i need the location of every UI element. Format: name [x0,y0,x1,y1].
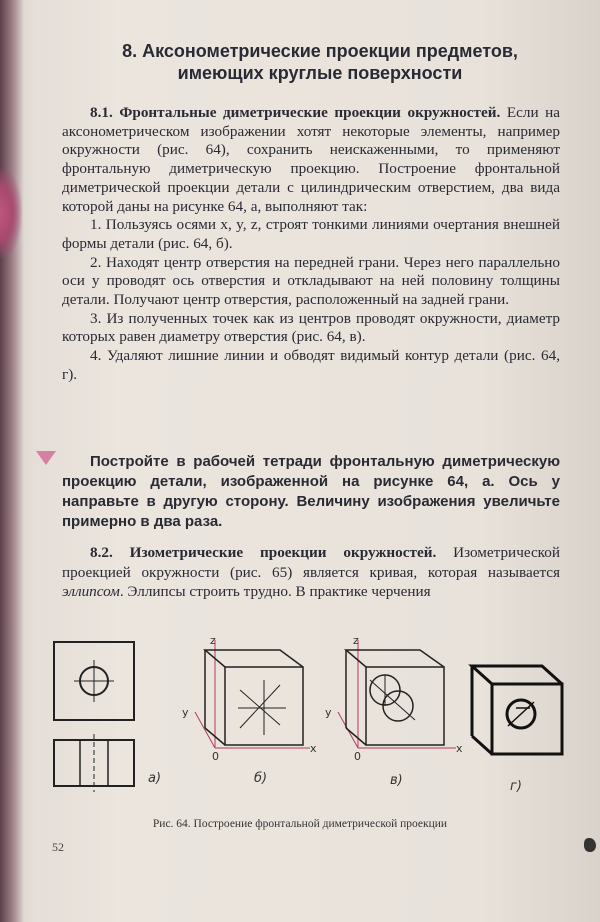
bookmark-blob [0,168,22,258]
fig-b-y: y [182,706,189,719]
task-text-content: Постройте в рабочей тетради фронтальную диметрическую проекцию детали, изображенной на рисунке 64, а. Ось y направьте в другую сторону. Величину изображения увеличьте примерно в два раза. [62,453,560,530]
fig-a-group [54,642,134,792]
fig-c-z: z [353,634,359,647]
task-text [62,452,560,532]
fig-c-axes [338,640,456,748]
fig-label-d: г) [510,779,522,794]
step-1: 1. Пользуясь осями x, y, z, строят тонкими линиями очертания внешней формы детали (рис. 64, б). [62,216,560,252]
fig-b-o: 0 [212,750,219,763]
section-8-1-heading: 8.1. Фронтальные диметрические проекции окружностей. [90,104,501,121]
fig-b-group [205,650,303,745]
fig-label-a: а) [148,771,162,786]
section-8-2 [62,543,560,602]
section-8-1 [62,104,560,385]
fig-label-c: в) [390,773,403,788]
chapter-title [60,40,580,84]
chapter-title-line1: 8. Аксонометрические проекции предметов, [122,41,518,61]
fig-c-o: 0 [354,750,361,763]
fig-d-group [472,666,562,754]
chapter-title-line2: имеющих круглые поверхности [177,63,463,83]
fig-b-z: z [210,634,216,647]
figure-64 [40,630,580,810]
step-2: 2. Находят центр отверстия на передней грани. Через него параллельно оси y проводят ось отверстия и откладывают на ней половину толщины детали. Получают центр отверстия, расположенный на задней грани. [62,253,560,309]
section-8-1-intro-text: Если на аксонометрическом изображении хотят некоторые элементы, например окружности (рис. 64), сохранить неискаженными, то применяют фронтальную диметрическую проекцию. Построение фронтальной диметрической проекции детали с цилиндрическим отверстием, два вида которой даны на рисунке 64, а, выполняют так: [62,104,561,215]
task-marker-icon [36,451,56,465]
fig-b-x: x [310,742,317,755]
section-8-2-text-end: . Эллипсы строить трудно. В практике черчения [119,583,431,600]
section-8-2-term: эллипсом [62,583,120,600]
section-8-1-intro [62,104,560,216]
page-number: 52 [52,840,64,854]
page-binding-edge [0,0,24,922]
step-4: 4. Удаляют лишние линии и обводят видимый контур детали (рис. 64, г). [62,347,560,383]
fig-c-x: x [456,742,463,755]
ink-smudge [584,838,596,852]
section-8-2-heading: 8.2. Изометрические проекции окружностей. [90,544,437,561]
fig-label-b: б) [254,771,268,786]
section-8-2-text: Изометрической проекцией окружности (рис. 65) является кривая, которая называется [62,544,561,581]
fig-c-group [346,650,444,745]
fig-c-y: y [325,706,332,719]
step-3: 3. Из полученных точек как из центров проводят окружности, диаметр которых равен диаметру отверстия (рис. 64, в). [62,309,560,346]
figure-caption: Рис. 64. Построение фронтальной диметрической проекции [152,818,448,830]
